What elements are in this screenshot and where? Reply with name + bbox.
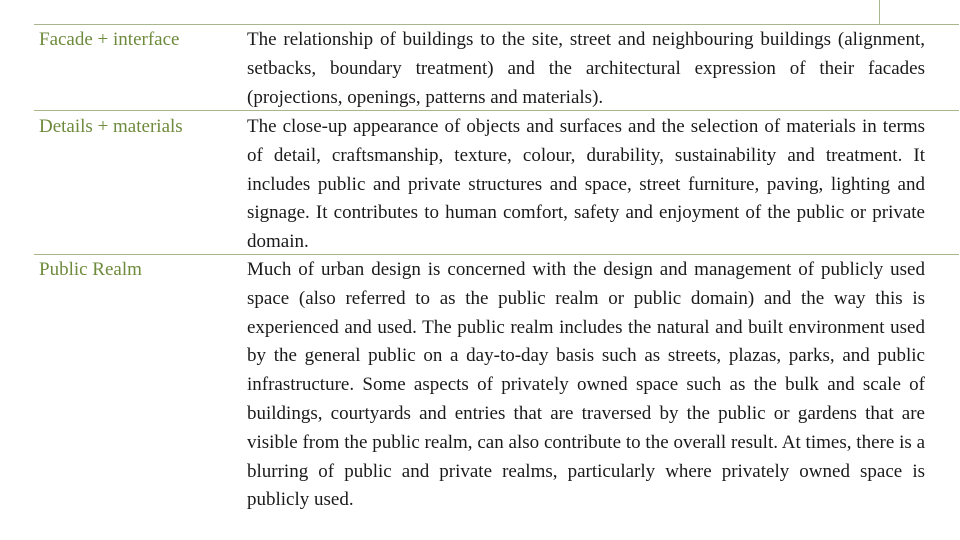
row-divider bbox=[34, 110, 959, 111]
term-facade-interface: Facade + interface bbox=[39, 29, 180, 50]
term-public-realm: Public Realm bbox=[39, 259, 142, 280]
description-details-materials: The close-up appearance of objects and surfaces and the selection of materials in terms of detail, craftsmanship, texture, colour, durability, sustainability and treatment. It includes public and private structures and space, street furniture, paving, lighting and signage. It contributes to human comfort, safety and enjoyment of the public or private domain. bbox=[247, 116, 925, 253]
row-divider bbox=[34, 24, 959, 25]
term-details-materials: Details + materials bbox=[39, 116, 183, 137]
vertical-divider bbox=[879, 0, 880, 25]
description-facade-interface: The relationship of buildings to the site, street and neighbouring buildings (alignment, setbacks, boundary treatment) and the architectural expression of their facades (projections, openings, patterns and materials). bbox=[247, 29, 925, 108]
row-divider bbox=[34, 254, 959, 255]
description-public-realm: Much of urban design is concerned with the design and management of publicly used space (also referred to as the public realm or public domain) and the way this is experienced and used. The public realm includes the natural and built environment used by the general public on a day-to-day basis such as streets, plazas, parks, and public infrastructure. Some aspects of privately owned space such as the bulk and scale of buildings, courtyards and entries that are traversed by the public or gardens that are visible from the public realm, can also contribute to the overall result. At times, there is a blurring of public and private realms, particularly where privately owned space is publicly used. bbox=[247, 259, 925, 511]
